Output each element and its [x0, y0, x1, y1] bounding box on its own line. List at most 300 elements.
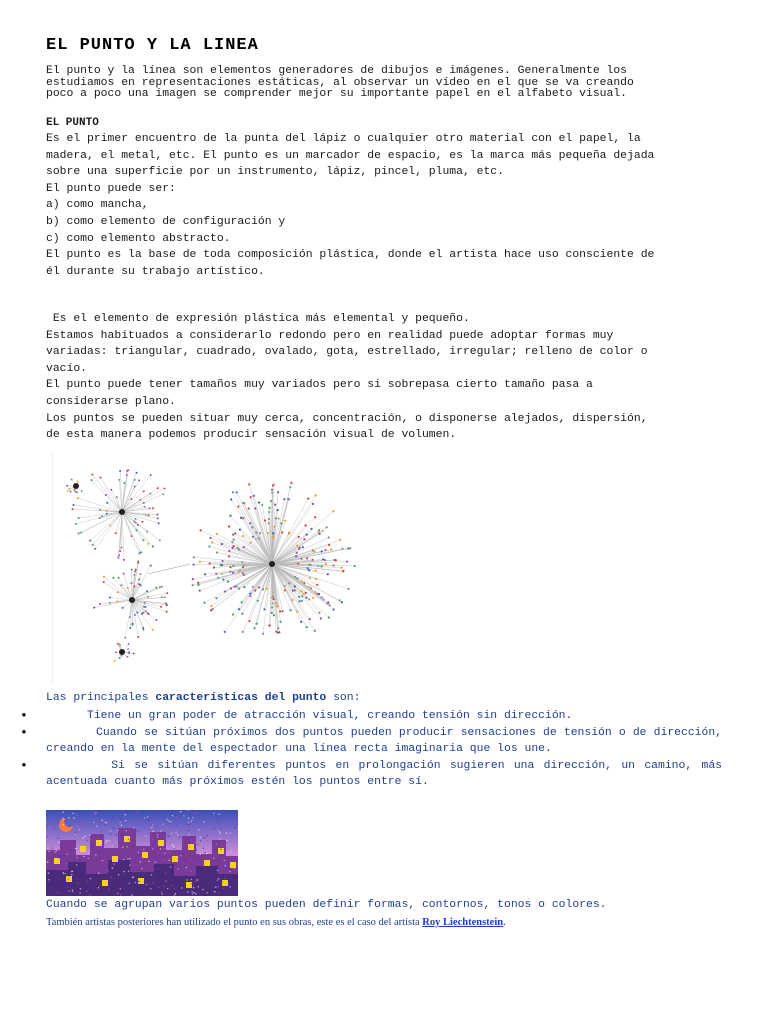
stipple-dot: [212, 875, 213, 876]
stipple-dot: [151, 874, 152, 875]
stipple-dot: [113, 845, 114, 846]
network-node: [228, 555, 230, 557]
network-node: [75, 523, 77, 525]
network-node: [298, 596, 300, 598]
network-node: [166, 592, 168, 594]
network-node: [230, 587, 232, 589]
network-node: [157, 517, 159, 519]
network-node: [163, 488, 165, 490]
stipple-dot: [199, 837, 200, 838]
network-node: [157, 487, 159, 489]
stipple-dot: [152, 882, 153, 883]
network-node: [315, 578, 317, 580]
text-line: sobre una superficie por un instrumento, lápiz, pincel, pluma, etc.: [46, 166, 504, 179]
stipple-dot: [172, 829, 173, 830]
network-node: [296, 611, 298, 613]
stipple-dot: [109, 841, 110, 842]
network-node: [92, 544, 94, 546]
stipple-dot: [220, 829, 221, 830]
stipple-dot: [98, 887, 99, 888]
stipple-dot: [77, 882, 78, 883]
network-node: [347, 588, 349, 590]
network-node: [211, 541, 213, 543]
network-node: [117, 557, 119, 559]
stipple-dot: [220, 867, 221, 868]
network-node: [268, 522, 270, 524]
network-node: [128, 651, 130, 653]
network-node: [249, 522, 251, 524]
network-node: [312, 597, 314, 599]
text-line: variadas: triangular, cuadrado, ovalado, gota, estrellado, irregular; relleno de color o: [46, 346, 648, 359]
network-node: [271, 597, 273, 599]
stipple-dot: [126, 834, 127, 835]
network-node: [242, 502, 244, 504]
network-node: [248, 483, 250, 485]
network-node: [103, 576, 105, 578]
network-hub: [73, 483, 79, 489]
stipple-dot: [204, 837, 205, 838]
network-node: [302, 546, 304, 548]
stipple-dot: [179, 837, 180, 838]
text-line: él durante su trabajo artístico.: [46, 265, 265, 278]
stipple-dot: [74, 834, 75, 835]
stipple-dot: [211, 813, 212, 814]
artist-after: .: [503, 917, 506, 928]
punto-definition-block: [46, 131, 722, 280]
pointillist-city-figure: [46, 810, 238, 896]
stipple-dot: [65, 817, 66, 818]
text-line: a) como mancha,: [46, 199, 149, 212]
stipple-dot: [135, 864, 136, 865]
stipple-dot: [114, 863, 115, 864]
network-node: [210, 605, 212, 607]
stipple-dot: [202, 865, 203, 866]
network-node: [139, 573, 141, 575]
network-node: [308, 569, 310, 571]
network-node: [164, 596, 166, 598]
network-node: [230, 498, 232, 500]
stipple-dot: [121, 843, 122, 844]
network-node: [132, 623, 134, 625]
stipple-dot: [123, 871, 124, 872]
stipple-dot: [235, 827, 236, 828]
stipple-dot: [79, 892, 80, 893]
stipple-dot: [56, 850, 57, 851]
network-node: [318, 612, 320, 614]
stipple-dot: [86, 840, 87, 841]
stipple-dot: [196, 866, 197, 867]
stipple-dot: [187, 883, 188, 884]
stipple-dot: [223, 860, 224, 861]
stipple-dot: [218, 818, 219, 819]
network-node: [144, 602, 146, 604]
stipple-dot: [135, 882, 136, 883]
network-node: [67, 490, 69, 492]
network-node: [166, 611, 168, 613]
stipple-dot: [218, 878, 219, 879]
stipple-dot: [229, 871, 230, 872]
network-node: [349, 547, 351, 549]
stipple-dot: [143, 849, 144, 850]
network-node: [240, 517, 242, 519]
network-node: [321, 550, 323, 552]
stipple-dot: [163, 817, 164, 818]
stipple-dot: [189, 834, 190, 835]
network-node: [275, 602, 277, 604]
stipple-dot: [196, 849, 197, 850]
stipple-dot: [66, 824, 67, 825]
heading-bold: características del punto: [155, 692, 327, 704]
network-node: [141, 613, 143, 615]
stipple-dot: [46, 836, 47, 837]
stipple-dot: [205, 852, 206, 853]
stipple-dot: [180, 811, 181, 812]
stipple-dot: [58, 822, 59, 823]
stipple-dot: [207, 840, 208, 841]
stipple-dot: [133, 845, 134, 846]
stipple-dot: [55, 888, 56, 889]
network-node: [118, 554, 120, 556]
network-node: [127, 648, 129, 650]
stipple-dot: [120, 888, 121, 889]
network-hub: [119, 649, 125, 655]
stipple-dot: [96, 873, 97, 874]
stipple-dot: [125, 822, 126, 823]
stipple-dot: [138, 881, 139, 882]
network-node: [131, 569, 133, 571]
network-node: [74, 491, 76, 493]
stipple-dot: [201, 858, 202, 859]
network-hub: [119, 509, 125, 515]
network-node: [133, 653, 135, 655]
stipple-dot: [164, 859, 165, 860]
stipple-dot: [99, 851, 100, 852]
network-node: [109, 596, 111, 598]
network-node: [320, 617, 322, 619]
network-node: [229, 566, 231, 568]
window: [222, 880, 228, 886]
stipple-dot: [99, 811, 100, 812]
stipple-dot: [206, 870, 207, 871]
network-node: [277, 517, 279, 519]
network-edge: [104, 582, 132, 600]
network-node: [152, 545, 154, 547]
network-node: [321, 565, 323, 567]
stipple-dot: [119, 822, 120, 823]
stipple-dot: [75, 848, 76, 849]
stipple-dot: [50, 823, 51, 824]
stipple-dot: [177, 868, 178, 869]
stipple-dot: [73, 870, 74, 871]
stipple-dot: [85, 835, 86, 836]
network-node: [162, 493, 164, 495]
stipple-dot: [54, 854, 55, 855]
network-node: [76, 491, 78, 493]
stipple-dot: [47, 814, 48, 815]
network-node: [119, 657, 121, 659]
stipple-dot: [220, 849, 221, 850]
network-node: [66, 485, 68, 487]
stipple-dot: [180, 855, 181, 856]
stipple-dot: [227, 883, 228, 884]
network-node: [137, 562, 139, 564]
network-node: [242, 631, 244, 633]
stipple-dot: [221, 855, 222, 856]
stipple-dot: [188, 818, 189, 819]
stipple-dot: [192, 821, 193, 822]
stipple-dot: [190, 871, 191, 872]
stipple-dot: [171, 832, 172, 833]
network-node: [268, 511, 270, 513]
stipple-dot: [95, 812, 96, 813]
network-edge: [122, 512, 153, 546]
network-node: [199, 589, 201, 591]
network-node: [72, 504, 74, 506]
network-hub: [269, 561, 275, 567]
stipple-dot: [166, 819, 167, 820]
stipple-dot: [142, 857, 143, 858]
stipple-dot: [88, 858, 89, 859]
stipple-dot: [83, 856, 84, 857]
stipple-dot: [68, 817, 69, 818]
text-line: madera, el metal, etc. El punto es un marcador de espacio, es la marca más pequeña dejada: [46, 149, 655, 162]
network-node: [143, 502, 145, 504]
stipple-dot: [75, 832, 76, 833]
stipple-dot: [70, 841, 71, 842]
network-node: [77, 497, 79, 499]
stipple-dot: [77, 857, 78, 858]
stipple-dot: [138, 852, 139, 853]
stipple-dot: [157, 812, 158, 813]
stipple-dot: [113, 827, 114, 828]
stipple-dot: [160, 830, 161, 831]
stipple-dot: [166, 811, 167, 812]
stipple-dot: [198, 829, 199, 830]
network-edge: [119, 578, 132, 600]
network-node: [78, 532, 80, 534]
window: [142, 852, 148, 858]
network-node: [239, 529, 241, 531]
network-node: [192, 584, 194, 586]
stipple-dot: [147, 816, 148, 817]
network-node: [130, 582, 132, 584]
network-node: [221, 560, 223, 562]
stipple-dot: [129, 889, 130, 890]
stipple-dot: [169, 852, 170, 853]
characteristics-list: [0, 708, 729, 791]
network-node: [319, 533, 321, 535]
network-node: [279, 621, 281, 623]
stipple-dot: [170, 821, 171, 822]
network-node: [117, 591, 119, 593]
network-node: [290, 482, 292, 484]
stipple-dot: [62, 812, 63, 813]
stipple-dot: [130, 841, 131, 842]
page-title: EL PUNTO Y LA LINEA: [46, 36, 259, 55]
network-node: [316, 584, 318, 586]
stipple-dot: [76, 872, 77, 873]
network-node: [324, 559, 326, 561]
network-node: [192, 563, 194, 565]
stipple-dot: [58, 812, 59, 813]
stipple-dot: [163, 832, 164, 833]
network-node: [272, 484, 274, 486]
stipple-dot: [204, 871, 205, 872]
network-node: [278, 631, 280, 633]
stipple-dot: [160, 848, 161, 849]
stipple-dot: [174, 881, 175, 882]
stipple-dot: [195, 881, 196, 882]
stipple-dot: [53, 866, 54, 867]
network-node: [106, 510, 108, 512]
stipple-dot: [171, 885, 172, 886]
stipple-dot: [52, 847, 53, 848]
stipple-dot: [117, 893, 118, 894]
stipple-dot: [171, 815, 172, 816]
stipple-dot: [193, 887, 194, 888]
network-node: [200, 529, 202, 531]
network-node: [72, 508, 74, 510]
stipple-dot: [54, 852, 55, 853]
network-node: [155, 587, 157, 589]
list-item: • Si se sitúan diferentes puntos en prolongación sugieren una dirección, un camino, más acentuada cuanto más próximos estén los puntos entre sí.: [0, 758, 722, 791]
network-node: [124, 637, 126, 639]
network-node: [273, 614, 275, 616]
network-node: [332, 608, 334, 610]
stipple-dot: [174, 887, 175, 888]
stipple-dot: [68, 861, 69, 862]
network-node: [295, 555, 297, 557]
stipple-dot: [72, 889, 73, 890]
stipple-dot: [128, 839, 129, 840]
network-edge: [122, 512, 124, 560]
stipple-dot: [174, 894, 175, 895]
network-node: [271, 602, 273, 604]
stipple-dot: [60, 861, 61, 862]
stipple-dot: [70, 811, 71, 812]
network-node: [213, 566, 215, 568]
network-node: [312, 549, 314, 551]
stipple-dot: [63, 855, 64, 856]
stipple-dot: [186, 870, 187, 871]
stipple-dot: [191, 879, 192, 880]
stipple-dot: [198, 886, 199, 887]
stipple-dot: [160, 865, 161, 866]
stipple-dot: [155, 862, 156, 863]
stipple-dot: [218, 892, 219, 893]
stipple-dot: [95, 854, 96, 855]
window: [204, 860, 210, 866]
stipple-dot: [117, 830, 118, 831]
stipple-dot: [162, 823, 163, 824]
network-node: [261, 504, 263, 506]
network-node: [298, 536, 300, 538]
network-node: [262, 633, 264, 635]
network-node: [299, 547, 301, 549]
network-node: [137, 524, 139, 526]
network-node: [328, 544, 330, 546]
stipple-dot: [129, 864, 130, 865]
stipple-dot: [82, 837, 83, 838]
network-node: [152, 507, 154, 509]
network-node: [291, 599, 293, 601]
network-node: [120, 547, 122, 549]
stipple-dot: [128, 883, 129, 884]
network-node: [115, 652, 117, 654]
network-node: [270, 500, 272, 502]
network-node: [280, 522, 282, 524]
network-edge: [92, 474, 122, 512]
network-node: [140, 584, 142, 586]
network-node: [309, 577, 311, 579]
network-node: [325, 563, 327, 565]
network-node: [318, 529, 320, 531]
stipple-dot: [175, 883, 176, 884]
network-node: [138, 552, 140, 554]
stipple-dot: [78, 827, 79, 828]
network-node: [315, 494, 317, 496]
stipple-dot: [132, 826, 133, 827]
stipple-dot: [112, 816, 113, 817]
window: [112, 856, 118, 862]
network-node: [77, 481, 79, 483]
network-node: [118, 643, 120, 645]
network-node: [248, 507, 250, 509]
stipple-dot: [213, 894, 214, 895]
network-node: [220, 564, 222, 566]
network-node: [268, 624, 270, 626]
network-node: [304, 524, 306, 526]
network-node: [229, 515, 231, 517]
roy-liechtenstein-link[interactable]: Roy Liechtenstein: [422, 917, 504, 928]
stipple-dot: [47, 862, 48, 863]
network-node: [277, 491, 279, 493]
stipple-dot: [70, 850, 71, 851]
stipple-dot: [207, 892, 208, 893]
stipple-dot: [222, 881, 223, 882]
stipple-dot: [140, 849, 141, 850]
stipple-dot: [173, 848, 174, 849]
network-node: [210, 609, 212, 611]
network-node: [204, 573, 206, 575]
network-node: [237, 505, 239, 507]
text-line: Los puntos se pueden situar muy cerca, concentración, o disponerse alejados, dispersión,: [46, 412, 648, 425]
network-node: [332, 510, 334, 512]
stipple-dot: [216, 841, 217, 842]
stipple-dot: [146, 884, 147, 885]
network-node: [233, 545, 235, 547]
stipple-dot: [184, 866, 185, 867]
network-node: [340, 567, 342, 569]
network-node: [232, 491, 234, 493]
stipple-dot: [127, 862, 128, 863]
stipple-dot: [124, 829, 125, 830]
stipple-dot: [123, 859, 124, 860]
stipple-dot: [168, 843, 169, 844]
stipple-dot: [175, 893, 176, 894]
stipple-dot: [114, 846, 115, 847]
network-node: [70, 491, 72, 493]
network-node: [243, 586, 245, 588]
network-node: [150, 474, 152, 476]
stipple-dot: [72, 890, 73, 891]
network-node: [309, 618, 311, 620]
stipple-dot: [110, 833, 111, 834]
network-node: [283, 498, 285, 500]
stipple-dot: [58, 876, 59, 877]
stipple-dot: [107, 870, 108, 871]
stipple-dot: [53, 881, 54, 882]
